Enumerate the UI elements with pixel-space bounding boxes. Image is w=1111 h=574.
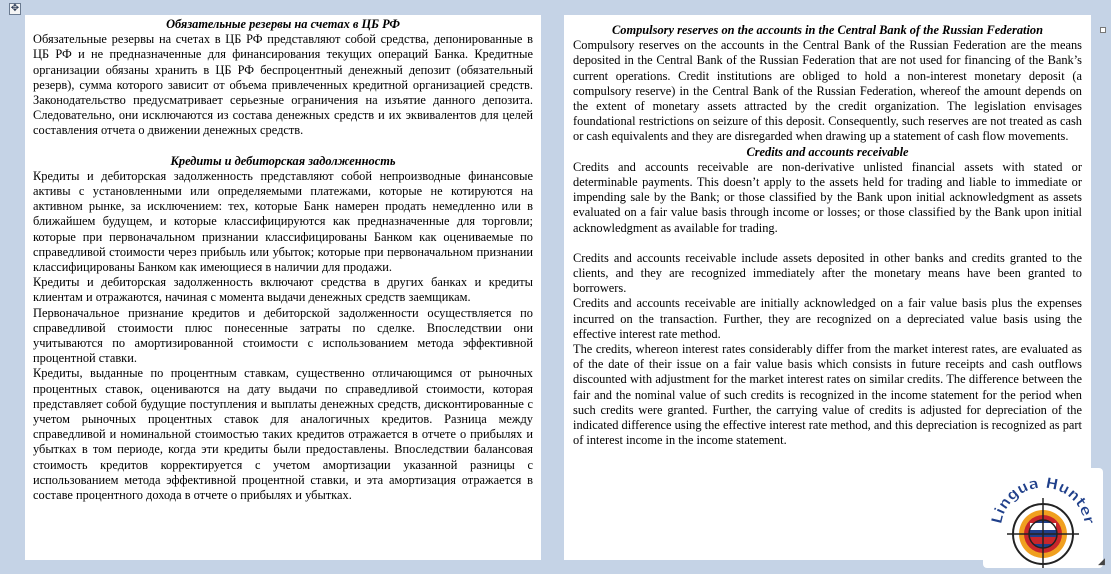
en-paragraph-credits-include: Credits and accounts receivable include assets deposited in other banks and credits granted to the clients, and they are recognized immediately after the monetary means have been granted to borrowers. <box>573 250 1082 296</box>
ru-paragraph-credits-def: Кредиты и дебиторская задолженность представляют собой непроизводные финансовые активы с установленными или определяемыми платежами, которые не котируются на активном рынке, за исключением: тех, которые Банк намерен продать немедленно или в ближайшем будущем, и которые классифицируются как предназначенные для торговли; которые при первоначальном признании классифицированы Банком как оцениваемые по справедливой стоимости через прибыль или убыток; которые при первоначальном признании классифицированы Банком как имеющиеся в наличии для продажи. <box>33 168 533 275</box>
ru-paragraph-credits-rates: Кредиты, выданные по процентным ставкам, существенно отличающимся от рыночных процентных ставок, оцениваются на дату выдачи по справедливой стоимости, которая представляет собой будущие поступления и выплаты денежных средств, дисконтированные с учетом рыночных процентных ставок для аналогичных кредитов. Разница между справедливой и номинальной стоимостью таких кредитов отражается в отчете о прибылях и убытках в том периоде, когда эти кредиты были предоставлены. Впоследствии балансовая стоимость кредитов корректируется с учетом амортизации указанной разницы с использованием метода эффективной процентной ставки, и эта амортизация отражается в составе процентного дохода в отчете о прибылях и убытках. <box>33 366 533 503</box>
en-heading-credits: Credits and accounts receivable <box>746 144 909 159</box>
ru-heading-reserves: Обязательные резервы на счетах в ЦБ РФ <box>166 17 400 31</box>
en-paragraph-credits-initial: Credits and accounts receivable are initially acknowledged on a fair value basis plus the expenses incurred on the transaction. Further, they are recognized on a depreciated value basis using the effective interest rate method. <box>573 296 1082 341</box>
lingua-hunter-logo-icon <box>983 468 1103 568</box>
en-heading-reserves: Compulsory reserves on the accounts in the Central Bank of the Russian Federation <box>612 23 1043 37</box>
ru-heading-credits: Кредиты и дебиторская задолженность <box>170 153 396 168</box>
lingua-hunter-logo <box>983 468 1103 568</box>
table-move-handle-icon[interactable]: ✥ <box>10 3 20 14</box>
logo-text: Lingua Hunter <box>987 473 1099 526</box>
resize-corner-icon[interactable]: ◢ <box>1098 557 1105 567</box>
ru-paragraph-credits-include: Кредиты и дебиторская задолженность включают средства в других банках и кредиты клиентам и отражаются, начиная с момента выдачи денежных средств заемщикам. <box>33 275 533 305</box>
ru-paragraph-reserves: Обязательные резервы на счетах в ЦБ РФ представляют собой средства, депонированные в ЦБ РФ и не предназначенные для финансирования текущих операций Банка. Кредитные организации обязаны хранить в ЦБ РФ беспроцентный денежный депозит (обязательный резерв), сумма которого зависит от объема привлеченных кредитной организацией средств. Законодательство предусматривает серьезные ограничения на изъятие данного депозита. Следовательно, они исключаются из состава денежных средств и их эквивалентов для целей составления отчета о движении денежных средств. <box>33 32 533 138</box>
en-paragraph-credits-rates: The credits, whereon interest rates considerably differ from the market interest rates, are evaluated as of the date of their issue on a fair value basis which consists in future receipts and cash outflows discounted with adjustment for the market interest rates on similar credits. The difference between the fair and the nominal value of such credits is recognized in the income statement for the period when such credits were granted. Further, the carrying value of credits is adjusted for depreciation of the indicated difference using the effective interest rate method, and this depreciation is recognized as part of interest income in the income statement. <box>573 342 1082 448</box>
scroll-marker[interactable] <box>1100 27 1106 33</box>
en-paragraph-credits-def: Credits and accounts receivable are non-derivative unlisted financial assets with stated or determinable payments. This doesn’t apply to the assets held for trading and liable to immediate or impending sale by the Bank; or those classified by the Bank upon initial acknowledgment as assets evaluated on a fair value basis through income or losses; or those classified by the Bank upon initial acknowledgment as available for trading. <box>573 159 1082 235</box>
en-paragraph-reserves: Compulsory reserves on the accounts in the Central Bank of the Russian Federation are the means deposited in the Central Bank of the Russian Federation that are not used for financing of the Bank’s current operations. Credit institutions are obliged to hold a non-interest monetary deposit (a compulsory reserve) in the Central Bank of the Russian Federation, whereof the amount depends on the extent of monetary assets attracted by the credit organization. The legislation envisages foundational restrictions on seizure of this deposit. Consequently, such reserves are not treated as cash or cash equivalents and they are disregarded when drawing up a statement of cash flow movements. <box>573 38 1082 144</box>
ru-paragraph-credits-initial: Первоначальное признание кредитов и дебиторской задолженности осуществляется по справедливой стоимости плюс понесенные затраты по сделке. Впоследствии они учитываются по амортизированной стоимости с использованием метода эффективной процентной ставки. <box>33 305 533 366</box>
russian-column <box>25 15 541 560</box>
